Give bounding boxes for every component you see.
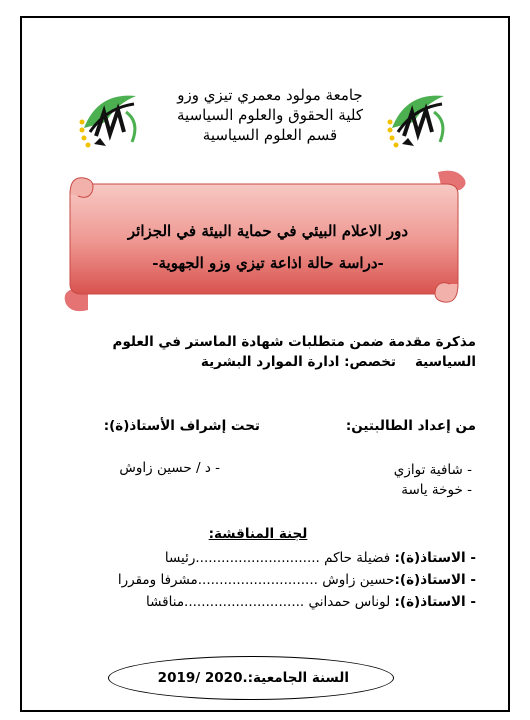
title-scroll-banner	[62, 166, 474, 314]
committee-dots: ............................	[184, 594, 305, 610]
students-heading: من إعداد الطالبتين:	[345, 418, 476, 434]
student-name-1: - شافية توازي	[393, 462, 472, 478]
committee-heading: لجنة المناقشة:	[208, 526, 308, 542]
academic-year	[108, 668, 394, 688]
committee-member-name: فضيلة حاكم	[319, 550, 395, 566]
student-name-2: - خوخة ياسة	[401, 482, 472, 498]
department-name: قسم العلوم السياسية	[202, 126, 338, 144]
supervisor-heading: تحت إشراف الأستاذ(ة):	[103, 418, 260, 434]
committee-row-1	[60, 548, 476, 568]
committee-label: - الاستاذ(ة):	[394, 572, 476, 588]
committee-role: مناقشا	[146, 594, 185, 610]
university-logo-right	[384, 82, 454, 152]
university-logo-left	[76, 82, 146, 152]
committee-label: - الاستاذ(ة):	[394, 594, 476, 610]
thesis-description: مذكرة مقدمة ضمن متطلبات شهادة الماستر في العلوم السياسية	[112, 334, 476, 370]
scroll-shape	[62, 166, 474, 314]
thesis-title: دور الاعلام البيئي في حماية البيئة في الجزائر	[127, 222, 409, 240]
faculty-name: كلية الحقوق والعلوم السياسية	[177, 106, 363, 124]
committee-row-2	[60, 570, 476, 590]
committee-label: - الاستاذ(ة):	[394, 550, 476, 566]
committee-member-name: لوناس حمداني	[304, 594, 395, 610]
thesis-subtitle: -دراسة حالة اذاعة تيزي وزو الجهوية-	[152, 254, 384, 272]
academic-year-label: السنة الجامعية:	[247, 670, 349, 686]
thesis-specialization: تخصص: ادارة الموارد البشرية	[200, 354, 396, 370]
committee-role: رئيسا	[164, 550, 196, 566]
university-name: جامعة مولود معمري تيزي وزو	[177, 86, 363, 104]
committee-dots: ............................	[197, 572, 318, 588]
supervisor-name: - د / حسين زاوش	[119, 460, 220, 476]
committee-dots: .............................	[195, 550, 320, 566]
committee-member-name: حسين زاوش	[317, 572, 395, 588]
academic-year-value: 2019/ 2020.	[152, 670, 248, 686]
committee-role: مشرفا ومقررا	[117, 572, 198, 588]
committee-row-3	[60, 592, 476, 612]
